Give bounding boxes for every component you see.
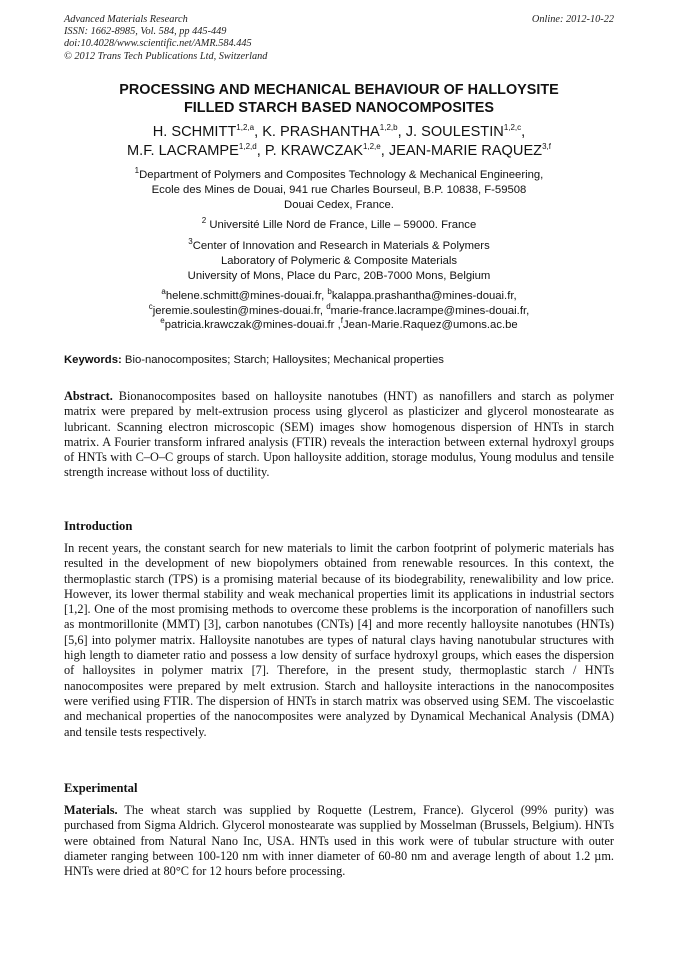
title-line-2: FILLED STARCH BASED NANOCOMPOSITES <box>184 100 494 116</box>
materials-label: Materials. <box>64 803 118 817</box>
title-line-1: PROCESSING AND MECHANICAL BEHAVIOUR OF HALLOYSITE <box>119 82 559 98</box>
email-sup: c <box>148 301 153 311</box>
author-sep: , <box>254 124 263 140</box>
email-sup: d <box>326 301 331 311</box>
email-address[interactable]: marie-france.lacrampe@mines-douai.fr, <box>330 304 530 317</box>
introduction-heading: Introduction <box>64 519 133 533</box>
author-affil-sup: 1,2,e <box>362 142 381 152</box>
email-address[interactable]: helene.schmitt@mines-douai.fr, <box>165 290 328 302</box>
introduction-paragraph: In recent years, the constant search for new materials to limit the carbon footprint of polymeric materials has resulted in the development of new biopolymers obtained from renewable resources. In this context, the thermoplastic starch (TPS) is a promising material because of its biodegrability, renewalibility and low price. However, its lower thermal stability and weak mechanical properties limit its applications in industrial sectors [1,2]. One of the most promising methods to overcome these problems is the incorporation of nanofillers such as montmorillonite (MMT) [3], carbon nanotubes (CNTs) [4] and more recently halloysite nanotubes (HNTs) [5,6] into polymer matrix. Halloysite nanotubes are types of natural clays having nanotubular structures with high length to diameter ratio and possess a low density of surface hydroxyl groups, which eases the dispersion of halloysites in polymer matrix [7]. Therefore, in the present study, thermoplastic starch / HNTs nanocomposites were prepared by melt extrusion. Starch and halloysite interactions in the nanocomposites were verified using FTIR. The dispersion of HNTs in starch matrix was observed using SEM. The viscoelastic and mechanical properties of the nanocomposites were analyzed by Dynamical Mechanical Analysis (DMA) and tensile tests respectively. <box>64 541 614 739</box>
author-line-1 <box>40 123 638 142</box>
email-sup: a <box>161 287 166 297</box>
abstract-text: Bionanocomposites based on halloysite nanotubes (HNT) as nanofillers and starch as polymer matrix were prepared by melt-extrusion process using glycerol as plasticizer and glycerol monostearate as lubricant. Scanning electron microscopic (SEM) images show homogenous dispersion of HNTs in starch matrix. A Fourier transform infrared analysis (FTIR) reveals the interaction between external hydroxyl groups of HNTs with C–O–C groups of starch. Upon halloysite addition, storage modulus, Young modulus and tensile strength increase without loss of ductility. <box>64 389 614 480</box>
materials-text: The wheat starch was supplied by Roquette (Lestrem, France). Glycerol (99% purity) was purchased from Sigma Aldrich. Glycerol monostearate was supplied by Mosselman (Brussels, Belgium). HNTs were obtained from Natural Nano Inc, USA. HNTs used in this work were of tubular structure with outer diameter ranging between 100-120 nm with inner diameter of 60-80 nm and average length of about 1.2 µm. HNTs were dried at 80°C for 12 hours before processing. <box>64 803 614 879</box>
author-name: H. SCHMITT <box>152 124 237 140</box>
doi-line: doi:10.4028/www.scientific.net/AMR.584.445 <box>64 38 252 50</box>
affiliation-line: Ecole des Mines de Douai, 941 rue Charles Bourseul, B.P. 10838, F-59508 <box>151 184 527 196</box>
paper-title <box>64 81 614 117</box>
copyright-line: © 2012 Trans Tech Publications Ltd, Switzerland <box>64 50 268 62</box>
affiliation-sup: 1 <box>134 166 140 176</box>
email-address[interactable]: patricia.krawczak@mines-douai.fr , <box>164 319 341 332</box>
affiliation-sup: 2 <box>201 216 207 226</box>
author-affil-sup: 1,2,b <box>379 123 398 133</box>
author-name: P. KRAWCZAK <box>264 143 363 159</box>
affiliation-line: University of Mons, Place du Parc, 20B-7000 Mons, Belgium <box>187 270 491 282</box>
author-name: M.F. LACRAMPE <box>127 143 239 159</box>
affiliation-3 <box>64 239 614 284</box>
experimental-heading: Experimental <box>64 781 138 795</box>
materials-paragraph <box>64 803 614 879</box>
email-address[interactable]: Jean-Marie.Raquez@umons.ac.be <box>342 319 518 332</box>
author-name: K. PRASHANTHA <box>262 124 380 140</box>
journal-name: Advanced Materials Research <box>64 14 188 25</box>
abstract-paragraph <box>64 389 614 481</box>
author-affil-sup: 1,2,a <box>236 123 255 133</box>
author-line-2 <box>40 142 638 161</box>
email-sup: f <box>340 316 343 326</box>
email-sup: e <box>160 316 165 326</box>
email-address[interactable]: jeremie.soulestin@mines-douai.fr, <box>152 304 327 317</box>
author-list <box>40 123 638 161</box>
author-sep: , <box>397 124 406 140</box>
keywords <box>64 353 614 368</box>
author-sep: , <box>521 124 526 140</box>
email-address[interactable]: kalappa.prashantha@mines-douai.fr, <box>331 290 517 302</box>
affiliation-line: Laboratory of Polymeric & Composite Materials <box>220 255 458 267</box>
affiliation-sup: 3 <box>188 237 193 247</box>
affiliation-2 <box>64 218 614 233</box>
author-name: JEAN-MARIE RAQUEZ <box>388 143 543 159</box>
author-affil-sup: 1,2,d <box>238 142 257 152</box>
author-sep: , <box>256 143 265 159</box>
author-affil-sup: 3,f <box>542 142 551 152</box>
author-name: J. SOULESTIN <box>405 124 504 140</box>
affiliation-line: Department of Polymers and Composites Technology & Mechanical Engineering, <box>139 169 544 181</box>
keywords-text: Bio-nanocomposites; Starch; Halloysites; Mechanical properties <box>121 354 444 366</box>
issn-line: ISSN: 1662-8985, Vol. 584, pp 445-449 <box>64 26 227 38</box>
running-header <box>64 14 614 63</box>
affiliation-line: Center of Innovation and Research in Materials & Polymers <box>192 240 490 252</box>
email-sup: b <box>327 287 332 297</box>
affiliation-line: Douai Cedex, France. <box>284 199 394 211</box>
email-list <box>64 289 614 333</box>
affiliation-1 <box>64 168 614 213</box>
online-date: Online: 2012-10-22 <box>531 14 614 25</box>
author-sep: , <box>380 143 389 159</box>
author-affil-sup: 1,2,c <box>503 123 522 133</box>
abstract-label: Abstract. <box>64 389 113 403</box>
affiliation-line: Université Lille Nord de France, Lille – 59000. France <box>206 219 477 231</box>
keywords-label: Keywords: <box>64 354 122 366</box>
